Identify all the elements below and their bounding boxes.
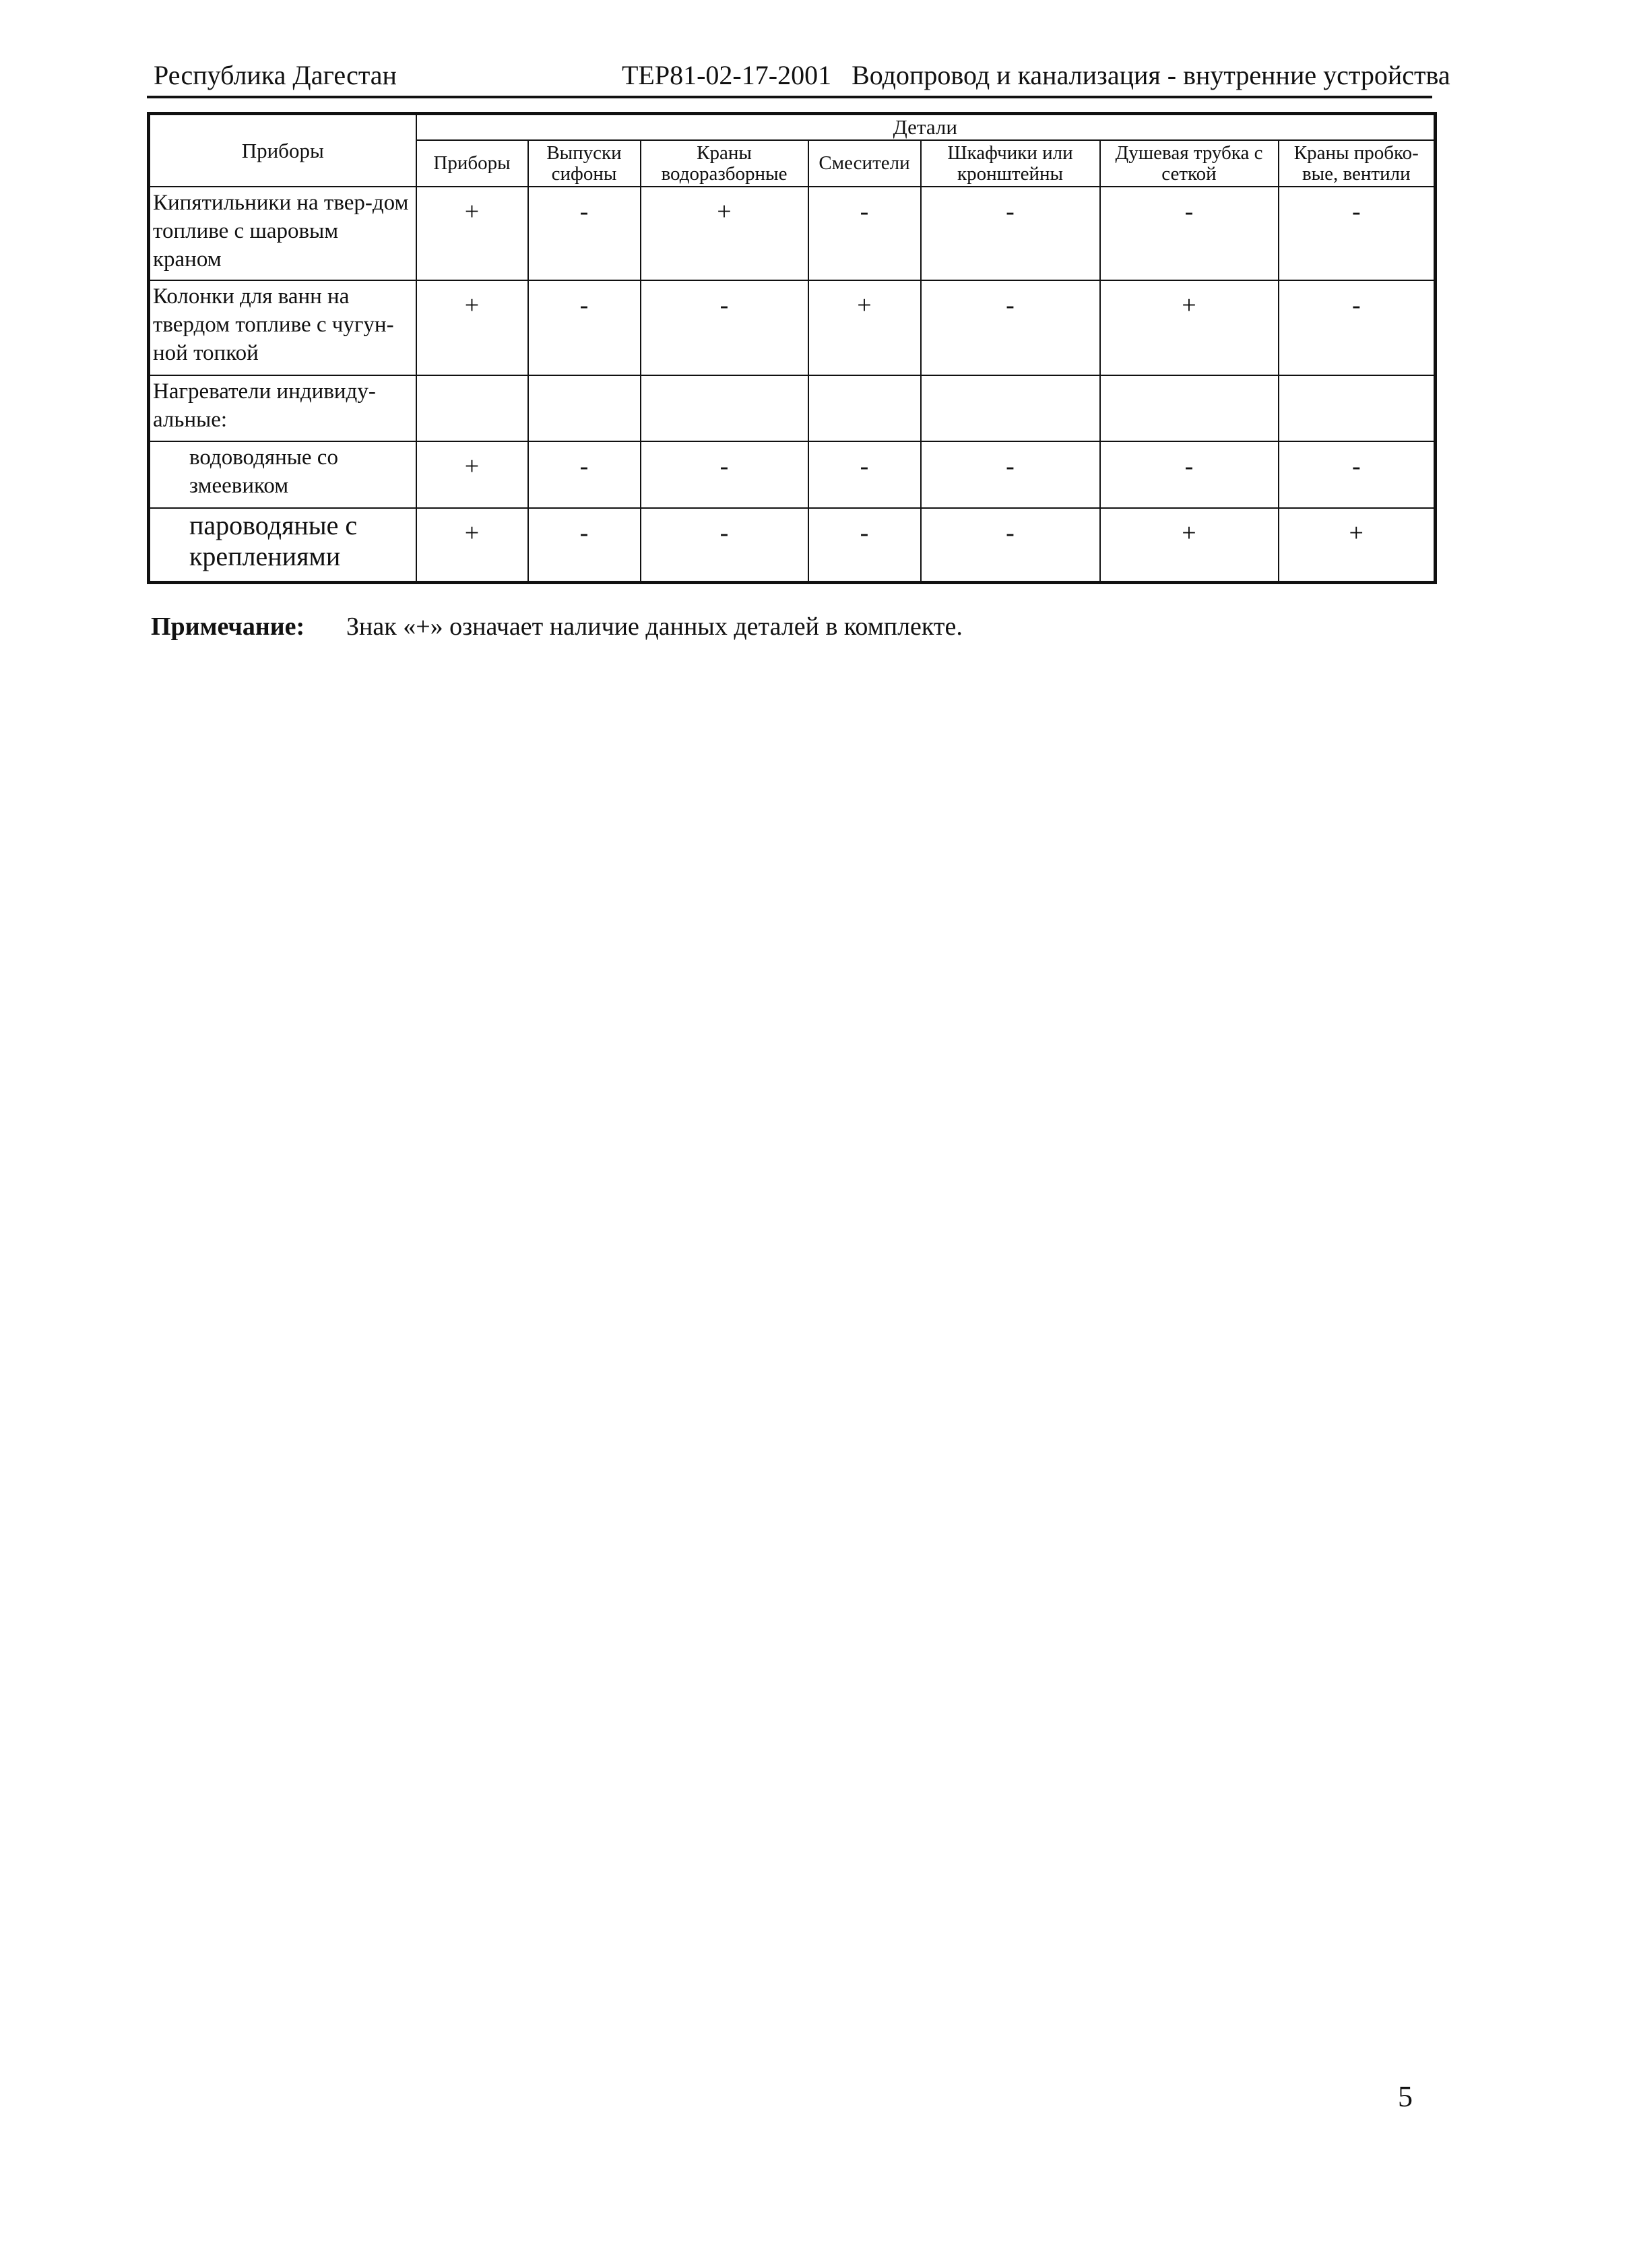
row-name: водоводяные со змеевиком	[149, 441, 416, 508]
header-section: Водопровод и канализация - внутренние устройства	[852, 60, 1450, 90]
table-cell: +	[416, 187, 528, 280]
table-cell: -	[1100, 187, 1279, 280]
table-cell	[921, 375, 1100, 441]
row-name: Кипятильники на твер-дом топливе с шаровым краном	[149, 187, 416, 280]
table-cell: +	[1100, 508, 1279, 582]
table-row	[149, 441, 1436, 508]
table-cell: -	[808, 508, 921, 582]
table-cell	[641, 375, 808, 441]
table-row	[149, 280, 1436, 375]
table-cell: +	[641, 187, 808, 280]
table-cell: -	[1279, 441, 1436, 508]
table-cell: -	[528, 280, 641, 375]
table-cell: -	[1279, 280, 1436, 375]
table-cell: +	[808, 280, 921, 375]
row-name: пароводяные с креплениями	[149, 508, 416, 582]
page-number: 5	[1398, 2080, 1413, 2113]
col-header: Краны пробко-вые, вентили	[1279, 140, 1436, 187]
header-code: ТЕР81-02-17-2001	[622, 60, 832, 90]
table-cell: +	[416, 508, 528, 582]
table-cell: +	[416, 441, 528, 508]
table-cell: +	[1279, 508, 1436, 582]
table-cell	[528, 375, 641, 441]
table-cell: -	[641, 508, 808, 582]
table-cell: -	[921, 280, 1100, 375]
table-cell	[1100, 375, 1279, 441]
table-cell: +	[416, 280, 528, 375]
table-cell: +	[1100, 280, 1279, 375]
table-cell: -	[808, 187, 921, 280]
table-cell: -	[921, 441, 1100, 508]
table-row	[149, 375, 1436, 441]
header-region: Республика Дагестан	[154, 60, 397, 90]
header-title	[622, 55, 1450, 96]
table-cell: -	[921, 508, 1100, 582]
table-row	[149, 508, 1436, 582]
row-name: Нагреватели индивиду-альные:	[149, 375, 416, 441]
col-header: Краны водоразборные	[641, 140, 808, 187]
table-cell: -	[528, 508, 641, 582]
header-row-group	[149, 114, 1436, 141]
table-cell: -	[641, 280, 808, 375]
page-header	[147, 55, 1450, 98]
table-cell: -	[528, 187, 641, 280]
table-cell: -	[641, 441, 808, 508]
col-header: Выпуски сифоны	[528, 140, 641, 187]
note-text: Знак «+» означает наличие данных деталей в комплекте.	[346, 612, 963, 641]
col-header-devices: Приборы	[149, 114, 416, 187]
table-cell: -	[528, 441, 641, 508]
table-cell: -	[921, 187, 1100, 280]
col-header: Шкафчики или кронштейны	[921, 140, 1100, 187]
table-cell: -	[1100, 441, 1279, 508]
col-header: Душевая трубка с сеткой	[1100, 140, 1279, 187]
table-note	[151, 612, 963, 641]
details-table	[147, 112, 1437, 584]
table-cell: -	[1279, 187, 1436, 280]
row-name: Колонки для ванн на твердом топливе с чугун-ной топкой	[149, 280, 416, 375]
table-cell: -	[808, 441, 921, 508]
table-row	[149, 187, 1436, 280]
table-cell	[808, 375, 921, 441]
note-label: Примечание:	[151, 612, 305, 641]
col-header: Приборы	[416, 140, 528, 187]
table-cell	[416, 375, 528, 441]
col-group-details: Детали	[416, 114, 1436, 141]
table-cell	[1279, 375, 1436, 441]
col-header: Смесители	[808, 140, 921, 187]
